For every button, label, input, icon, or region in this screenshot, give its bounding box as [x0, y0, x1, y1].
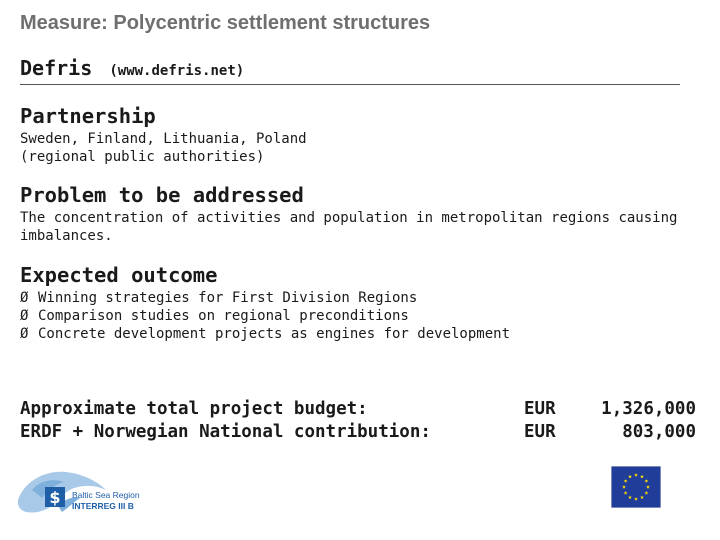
budget-amounts — [524, 398, 696, 444]
project-name: Defris — [20, 56, 93, 80]
budget-labels — [20, 398, 431, 444]
partnership-text — [20, 130, 307, 166]
partnership-heading: Partnership — [20, 104, 156, 128]
amount: 1,326,000 — [601, 399, 696, 419]
partnership-line: (regional public authorities) — [20, 149, 265, 165]
arrow-bullet-icon: Ø — [20, 308, 29, 324]
list-item — [20, 325, 510, 343]
partnership-line: Sweden, Finland, Lithuania, Poland — [20, 131, 307, 147]
list-item — [20, 289, 510, 307]
divider-line — [20, 84, 680, 85]
budget-label-contribution: ERDF + Norwegian National contribution: — [20, 422, 431, 442]
budget-amount-total — [524, 398, 696, 421]
outcome-list — [20, 289, 510, 343]
problem-text — [20, 209, 677, 245]
problem-line: imbalances. — [20, 228, 113, 244]
measure-title: Measure: Polycentric settlement structures — [20, 12, 431, 34]
outcome-heading: Expected outcome — [20, 263, 218, 287]
arrow-bullet-icon: Ø — [20, 290, 29, 306]
list-item-text: Winning strategies for First Division Regions — [38, 290, 418, 306]
problem-heading: Problem to be addressed — [20, 183, 304, 207]
currency: EUR — [524, 422, 556, 442]
project-line — [20, 56, 244, 80]
logo-line-1: Baltic Sea Region — [72, 490, 140, 500]
amount: 803,000 — [622, 422, 696, 442]
problem-line: The concentration of activities and population in metropolitan regions causing — [20, 210, 678, 226]
arrow-bullet-icon: Ø — [20, 326, 29, 342]
budget-label-total: Approximate total project budget: — [20, 399, 368, 419]
logo-line-2: INTERREG III B — [72, 501, 134, 511]
eu-flag-graphic — [611, 466, 661, 508]
baltic-sea-region-logo — [14, 460, 164, 526]
project-url[interactable]: (www.defris.net) — [109, 63, 245, 79]
budget-amount-contribution — [524, 421, 696, 444]
list-item-text: Concrete development projects as engines for development — [38, 326, 511, 342]
list-item — [20, 307, 510, 325]
currency: EUR — [524, 399, 556, 419]
eu-flag-icon — [611, 466, 661, 508]
list-item-text: Comparison studies on regional preconditions — [38, 308, 409, 324]
svg-text:$: $ — [49, 488, 61, 507]
